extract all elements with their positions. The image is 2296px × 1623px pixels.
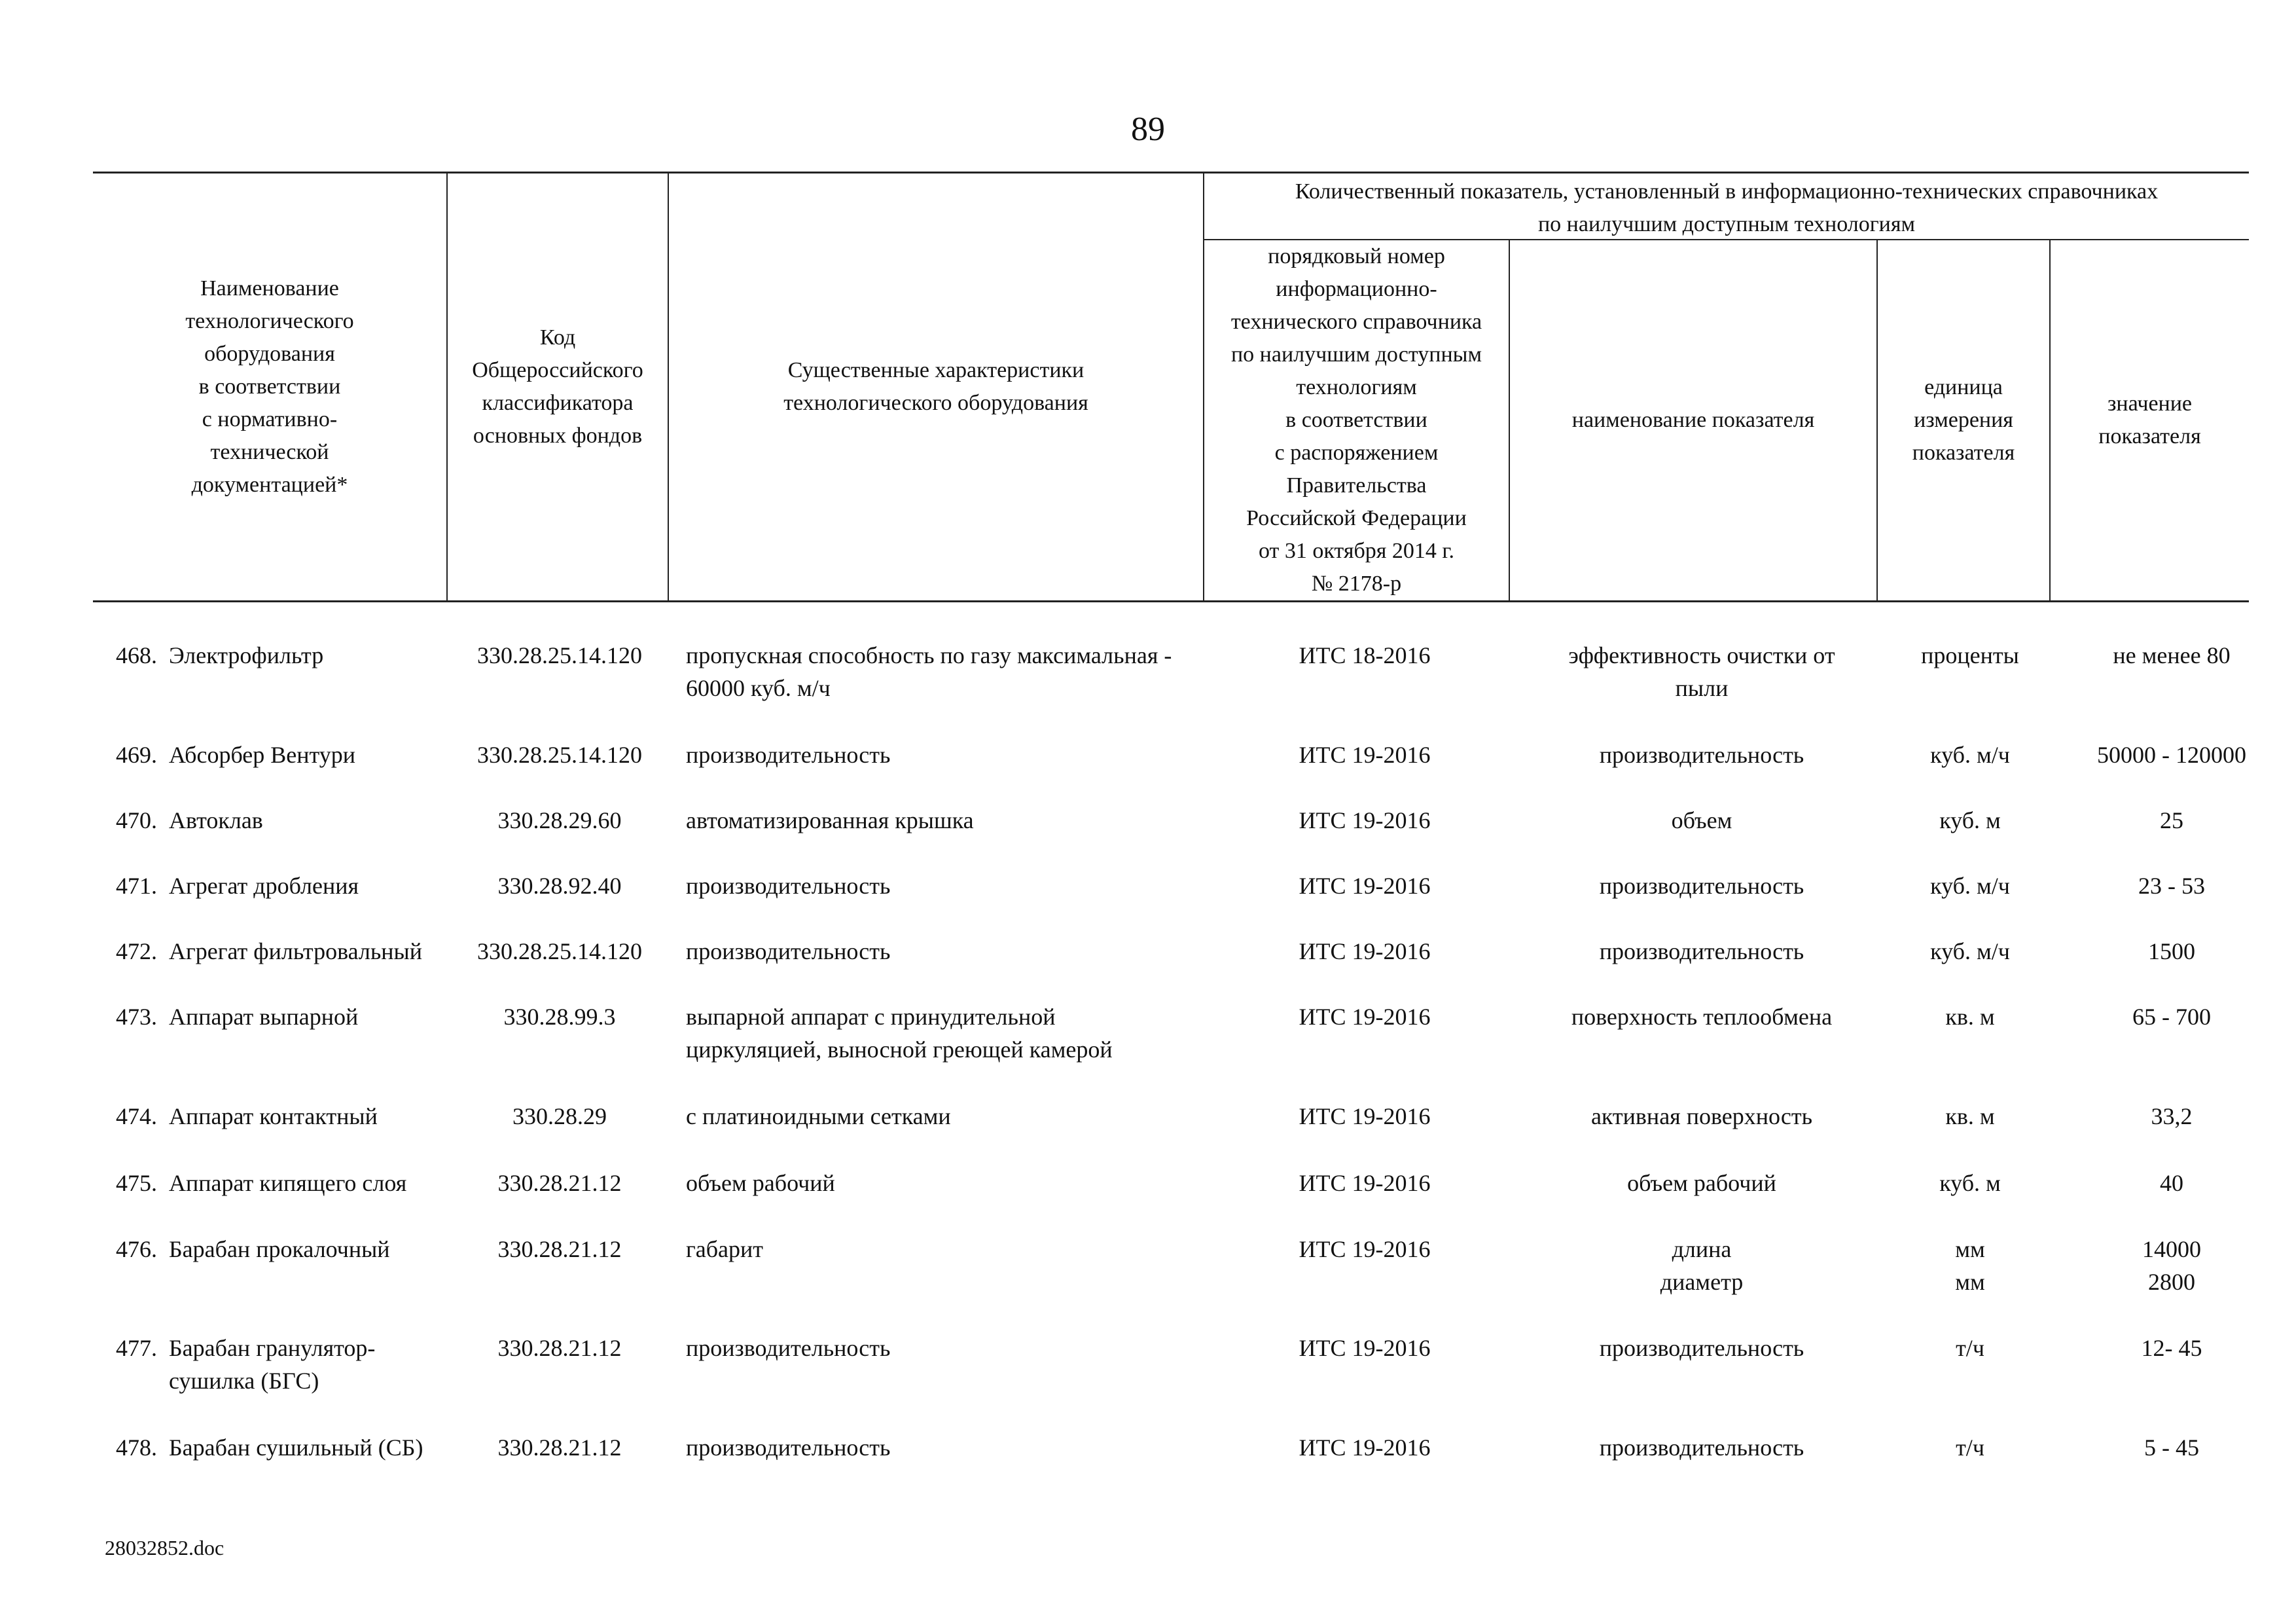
- row-number: 476.: [116, 1236, 157, 1262]
- header-characteristics: Существенные характеристики технологического оборудования: [783, 358, 1088, 415]
- indicator-unit: проценты: [1921, 642, 2019, 668]
- okof-code: 330.28.29: [512, 1103, 607, 1129]
- row-number: 472.: [116, 938, 157, 964]
- its-number: ИТС 19-2016: [1299, 1335, 1431, 1361]
- its-number: ИТС 19-2016: [1299, 1004, 1431, 1030]
- equipment-name: Электрофильтр: [169, 642, 324, 668]
- row-number: 470.: [116, 807, 157, 833]
- header-indicator-name: наименование показателя: [1571, 408, 1815, 432]
- header-okof-code: Код Общероссийского классификатора основных фондов: [472, 325, 643, 448]
- row-number: 475.: [116, 1170, 157, 1196]
- indicator-name: производительность: [1599, 1335, 1804, 1361]
- row-number: 474.: [116, 1103, 157, 1129]
- equipment-name: Барабан гранулятор- сушилка (БГС): [169, 1335, 376, 1394]
- its-number: ИТС 19-2016: [1299, 742, 1431, 768]
- okof-code: 330.28.21.12: [497, 1434, 622, 1461]
- indicator-name: эффективность очистки от пыли: [1568, 642, 1835, 701]
- indicator-unit: куб. м: [1939, 807, 2001, 833]
- header-value: значение показателя: [2098, 392, 2201, 448]
- indicator-unit: т/ч: [1956, 1434, 1984, 1461]
- okof-code: 330.28.25.14.120: [477, 938, 642, 964]
- indicator-value: 40: [2160, 1170, 2183, 1196]
- characteristics: производительность: [686, 1434, 891, 1461]
- indicator-value: 23 - 53: [2138, 873, 2205, 899]
- equipment-name: Аппарат контактный: [169, 1103, 378, 1129]
- characteristics: автоматизированная крышка: [686, 807, 974, 833]
- characteristics: производительность: [686, 873, 891, 899]
- equipment-name: Абсорбер Вентури: [169, 742, 356, 768]
- characteristics: пропускная способность по газу максимальная - 60000 куб. м/ч: [686, 642, 1172, 701]
- indicator-name: поверхность теплообмена: [1571, 1004, 1833, 1030]
- equipment-name: Аппарат кипящего слоя: [169, 1170, 407, 1196]
- indicator-value: 1500: [2148, 938, 2195, 964]
- characteristics: объем рабочий: [686, 1170, 835, 1196]
- characteristics: производительность: [686, 1335, 891, 1361]
- indicator-unit: кв. м: [1945, 1004, 1995, 1030]
- row-number: 477.: [116, 1335, 157, 1361]
- indicator-value: 65 - 700: [2132, 1004, 2211, 1030]
- its-number: ИТС 18-2016: [1299, 642, 1431, 668]
- okof-code: 330.28.99.3: [503, 1004, 616, 1030]
- okof-code: 330.28.21.12: [497, 1236, 622, 1262]
- equipment-name: Барабан сушильный (СБ): [169, 1434, 423, 1461]
- indicator-unit: кв. м: [1945, 1103, 1995, 1129]
- indicator-unit: мм мм: [1955, 1236, 1985, 1295]
- its-number: ИТС 19-2016: [1299, 1236, 1431, 1262]
- indicator-value: 14000 2800: [2142, 1236, 2201, 1295]
- equipment-name: Автоклав: [169, 807, 263, 833]
- characteristics: производительность: [686, 742, 891, 768]
- indicator-unit: куб. м: [1939, 1170, 2001, 1196]
- row-number: 469.: [116, 742, 157, 768]
- okof-code: 330.28.29.60: [497, 807, 622, 833]
- its-number: ИТС 19-2016: [1299, 1103, 1431, 1129]
- indicator-name: длина диаметр: [1660, 1236, 1744, 1295]
- okof-code: 330.28.21.12: [497, 1335, 622, 1361]
- characteristics: с платиноидными сетками: [686, 1103, 951, 1129]
- its-number: ИТС 19-2016: [1299, 1170, 1431, 1196]
- characteristics: производительность: [686, 938, 891, 964]
- okof-code: 330.28.21.12: [497, 1170, 622, 1196]
- indicator-unit: т/ч: [1956, 1335, 1984, 1361]
- indicator-unit: куб. м/ч: [1930, 938, 2010, 964]
- header-its-number: порядковый номер информационно- технического справочника по наилучшим доступным технологиям в соответствии с распоряжением Правительства Российской Федерации от 31 октября 2014 г. № 2178-р: [1230, 244, 1482, 596]
- indicator-name: производительность: [1599, 1434, 1804, 1461]
- indicator-name: объем: [1671, 807, 1732, 833]
- row-number: 468.: [116, 642, 157, 668]
- characteristics: выпарной аппарат с принудительной циркуляцией, выносной греющей камерой: [686, 1004, 1113, 1063]
- indicator-name: производительность: [1599, 742, 1804, 768]
- row-number: 478.: [116, 1434, 157, 1461]
- okof-code: 330.28.25.14.120: [477, 742, 642, 768]
- indicator-unit: куб. м/ч: [1930, 873, 2010, 899]
- indicator-value: 50000 - 120000: [2097, 742, 2246, 768]
- okof-code: 330.28.92.40: [497, 873, 622, 899]
- its-number: ИТС 19-2016: [1299, 938, 1431, 964]
- equipment-name: Агрегат фильтровальный: [169, 938, 422, 964]
- header-unit: единица измерения показателя: [1912, 375, 2015, 465]
- indicator-name: производительность: [1599, 938, 1804, 964]
- header-equipment-name: Наименование технологического оборудования в соответствии с нормативно- технической документацией*: [185, 276, 354, 497]
- table-header-bottom-border: [93, 600, 2249, 602]
- indicator-value: 12- 45: [2141, 1335, 2202, 1361]
- its-number: ИТС 19-2016: [1299, 873, 1431, 899]
- row-number: 473.: [116, 1004, 157, 1030]
- indicator-value: 25: [2160, 807, 2183, 833]
- indicator-name: активная поверхность: [1590, 1103, 1813, 1129]
- equipment-name: Аппарат выпарной: [169, 1004, 359, 1030]
- footer-doc-filename: 28032852.doc: [105, 1536, 224, 1559]
- indicator-value: 33,2: [2151, 1103, 2193, 1129]
- page-number: 89: [1131, 111, 1165, 148]
- indicator-unit: куб. м/ч: [1930, 742, 2010, 768]
- indicator-name: производительность: [1599, 873, 1804, 899]
- its-number: ИТС 19-2016: [1299, 1434, 1431, 1461]
- indicator-value: не менее 80: [2113, 642, 2231, 668]
- equipment-name: Барабан прокалочный: [169, 1236, 390, 1262]
- okof-code: 330.28.25.14.120: [477, 642, 642, 668]
- its-number: ИТС 19-2016: [1299, 807, 1431, 833]
- indicator-value: 5 - 45: [2144, 1434, 2199, 1461]
- indicator-name: объем рабочий: [1627, 1170, 1776, 1196]
- equipment-name: Агрегат дробления: [169, 873, 359, 899]
- header-quantitative-indicator-group: Количественный показатель, установленный в информационно-технических справочниках по наилучшим доступным технологиям: [1295, 179, 2159, 236]
- characteristics: габарит: [686, 1236, 764, 1262]
- row-number: 471.: [116, 873, 157, 899]
